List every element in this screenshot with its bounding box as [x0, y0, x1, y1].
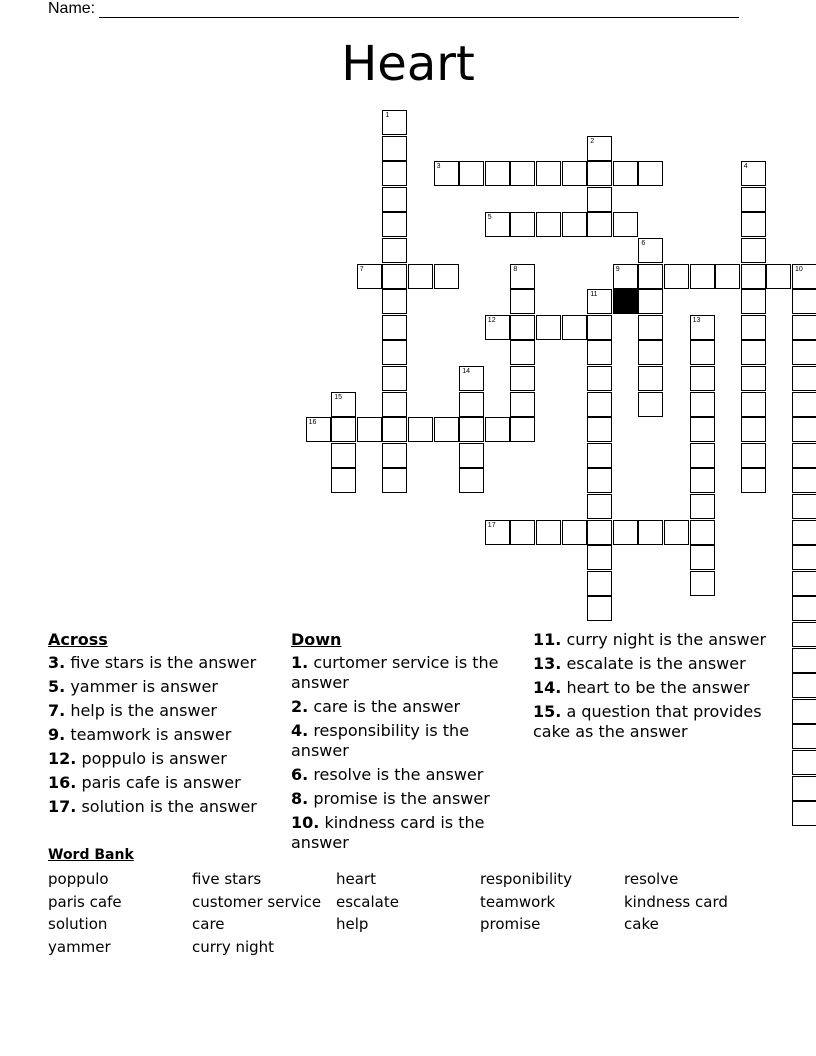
- grid-cell[interactable]: [562, 212, 587, 237]
- clue-num: 1.: [291, 653, 309, 672]
- grid-cell[interactable]: [587, 212, 612, 237]
- grid-cell[interactable]: [690, 571, 715, 596]
- word-bank-item: responibility: [480, 870, 573, 888]
- grid-cell[interactable]: [741, 212, 766, 237]
- clue-num: 16.: [48, 773, 77, 792]
- clue-number: 13: [692, 316, 701, 324]
- grid-cell[interactable]: [792, 417, 816, 442]
- clue-text: teamwork is answer: [70, 725, 232, 744]
- grid-cell[interactable]: [638, 366, 663, 391]
- grid-cell[interactable]: [638, 238, 663, 263]
- grid-cell[interactable]: [741, 468, 766, 493]
- grid-cell[interactable]: [690, 264, 715, 289]
- down-clues-continued: [533, 630, 768, 746]
- grid-cell[interactable]: [690, 366, 715, 391]
- grid-cell[interactable]: [510, 417, 535, 442]
- grid-cell[interactable]: [792, 673, 816, 698]
- clue-num: 6.: [291, 765, 309, 784]
- grid-cell[interactable]: [792, 648, 816, 673]
- grid-cell[interactable]: [331, 468, 356, 493]
- grid-cell[interactable]: [638, 315, 663, 340]
- down-clues: [291, 630, 516, 857]
- grid-cell[interactable]: [382, 212, 407, 237]
- grid-cell[interactable]: [638, 264, 663, 289]
- clue-number: 8: [513, 265, 518, 273]
- grid-cell[interactable]: [690, 315, 715, 340]
- clue-text: kindness card is the answer: [291, 813, 485, 852]
- grid-cell[interactable]: [690, 520, 715, 545]
- clue-item: [291, 697, 516, 717]
- grid-cell[interactable]: [638, 392, 663, 417]
- page-title: Heart: [341, 36, 475, 92]
- word-bank-item: five stars: [192, 870, 262, 888]
- grid-cell[interactable]: [792, 520, 816, 545]
- grid-cell[interactable]: [536, 161, 561, 186]
- clue-text: care is the answer: [313, 697, 461, 716]
- clue-num: 11.: [533, 630, 562, 649]
- grid-cell[interactable]: [638, 520, 663, 545]
- grid-cell[interactable]: [510, 289, 535, 314]
- grid-cell[interactable]: [741, 238, 766, 263]
- grid-cell[interactable]: [587, 136, 612, 161]
- grid-cell[interactable]: [792, 366, 816, 391]
- grid-cell[interactable]: [510, 161, 535, 186]
- grid-cell[interactable]: [306, 417, 331, 442]
- clue-number: 6: [641, 240, 646, 247]
- grid-cell[interactable]: [382, 110, 407, 135]
- word-bank-column: [48, 868, 122, 958]
- grid-cell[interactable]: [638, 289, 663, 314]
- grid-cell[interactable]: [664, 264, 689, 289]
- grid-cell[interactable]: [792, 596, 816, 621]
- grid-cell[interactable]: [382, 340, 407, 365]
- word-bank-item: care: [192, 915, 225, 933]
- grid-cell[interactable]: [510, 366, 535, 391]
- grid-cell[interactable]: [587, 161, 612, 186]
- grid-cell[interactable]: [741, 443, 766, 468]
- grid-cell[interactable]: [792, 801, 816, 826]
- grid-cell[interactable]: [792, 315, 816, 340]
- clue-number: 14: [462, 368, 470, 375]
- grid-cell[interactable]: [382, 187, 407, 212]
- clue-num: 12.: [48, 749, 77, 768]
- grid-cell[interactable]: [690, 494, 715, 519]
- grid-cell[interactable]: [331, 392, 356, 417]
- clue-item: [291, 813, 516, 853]
- grid-cell[interactable]: [638, 340, 663, 365]
- grid-cell[interactable]: [382, 392, 407, 417]
- grid-cell[interactable]: [382, 264, 407, 289]
- word-bank-item: promise: [480, 915, 541, 933]
- grid-cell[interactable]: [792, 699, 816, 724]
- clue-item: [291, 721, 516, 761]
- clue-text: curry night is the answer: [566, 630, 767, 649]
- word-bank-column: [192, 868, 321, 958]
- word-bank-item: heart: [336, 870, 376, 888]
- grid-cell[interactable]: [587, 468, 612, 493]
- grid-cell[interactable]: [331, 417, 356, 442]
- grid-cell[interactable]: [613, 212, 638, 237]
- word-bank-item: customer service: [192, 892, 322, 911]
- across-heading: Across: [48, 630, 108, 649]
- grid-cell[interactable]: [613, 264, 638, 289]
- clue-number: 11: [590, 291, 598, 299]
- grid-cell[interactable]: [382, 161, 407, 186]
- clue-text: help is the answer: [70, 701, 217, 720]
- word-bank-column: [624, 868, 728, 936]
- clue-num: 8.: [291, 789, 309, 808]
- grid-cell[interactable]: [382, 417, 407, 442]
- clue-num: 9.: [48, 725, 66, 744]
- grid-cell[interactable]: [408, 264, 433, 289]
- grid-cell[interactable]: [690, 443, 715, 468]
- grid-cell[interactable]: [741, 366, 766, 391]
- grid-cell[interactable]: [587, 520, 612, 545]
- clue-item: [291, 765, 516, 785]
- grid-cell[interactable]: [741, 315, 766, 340]
- clue-item: [533, 654, 768, 674]
- clue-text: yammer is answer: [70, 677, 218, 696]
- grid-cell[interactable]: [741, 187, 766, 212]
- grid-cell[interactable]: [562, 315, 587, 340]
- clue-item: [48, 677, 278, 697]
- grid-cell[interactable]: [766, 264, 791, 289]
- grid-cell[interactable]: [792, 468, 816, 493]
- grid-cell[interactable]: [587, 289, 612, 314]
- grid-cell[interactable]: [562, 161, 587, 186]
- word-bank-item: kindness card: [624, 892, 728, 911]
- grid-cell[interactable]: [382, 315, 407, 340]
- grid-cell[interactable]: [434, 417, 459, 442]
- clue-text: solution is the answer: [81, 797, 257, 816]
- clue-number: 15: [334, 393, 342, 401]
- grid-cell[interactable]: [510, 264, 535, 289]
- grid-cell[interactable]: [690, 545, 715, 570]
- grid-cell[interactable]: [715, 264, 740, 289]
- clue-item: [48, 797, 278, 817]
- grid-cell[interactable]: [690, 392, 715, 417]
- clue-item: [533, 702, 768, 742]
- clue-number: 12: [487, 316, 496, 324]
- grid-cell[interactable]: [587, 596, 612, 621]
- clue-text: paris cafe is answer: [81, 773, 241, 792]
- clue-num: 15.: [533, 702, 562, 721]
- grid-cell[interactable]: [587, 366, 612, 391]
- name-label: Name:: [48, 0, 96, 17]
- grid-cell[interactable]: [485, 212, 510, 237]
- grid-cell[interactable]: [613, 161, 638, 186]
- clue-item: [48, 749, 278, 769]
- grid-cell[interactable]: [536, 212, 561, 237]
- grid-cell[interactable]: [408, 417, 433, 442]
- grid-cell[interactable]: [382, 468, 407, 493]
- grid-cell[interactable]: [510, 520, 535, 545]
- clue-num: 7.: [48, 701, 66, 720]
- word-bank-item: curry night: [192, 937, 275, 956]
- clue-number: 9: [615, 265, 620, 273]
- grid-cell[interactable]: [587, 494, 612, 519]
- grid-cell[interactable]: [510, 340, 535, 365]
- clue-text: promise is the answer: [313, 789, 490, 808]
- grid-cell[interactable]: [459, 443, 484, 468]
- grid-cell[interactable]: [562, 520, 587, 545]
- word-bank-title: Word Bank: [48, 847, 134, 863]
- down-heading: Down: [291, 630, 342, 649]
- clue-num: 14.: [533, 678, 562, 697]
- grid-cell[interactable]: [690, 417, 715, 442]
- grid-cell[interactable]: [510, 315, 535, 340]
- grid-cell[interactable]: [510, 212, 535, 237]
- clue-text: heart to be the answer: [566, 678, 750, 697]
- grid-cell[interactable]: [382, 238, 407, 263]
- grid-cell[interactable]: [382, 289, 407, 314]
- grid-cell[interactable]: [741, 161, 766, 186]
- clue-num: 5.: [48, 677, 66, 696]
- grid-cell[interactable]: [792, 571, 816, 596]
- grid-cell[interactable]: [613, 520, 638, 545]
- clue-item: [291, 653, 516, 693]
- clue-text: a question that provides cake as the answer: [533, 702, 762, 741]
- grid-cell[interactable]: [792, 750, 816, 775]
- word-bank-column: [480, 868, 572, 936]
- clue-number: 3: [436, 163, 441, 171]
- grid-cell[interactable]: [357, 264, 382, 289]
- black-cell: [613, 289, 638, 314]
- clue-item: [48, 773, 278, 793]
- clue-number: 1: [385, 112, 390, 119]
- word-bank-item: help: [336, 915, 369, 933]
- clue-text: responsibility is the answer: [291, 721, 470, 760]
- grid-cell[interactable]: [587, 571, 612, 596]
- grid-cell[interactable]: [485, 417, 510, 442]
- clue-num: 13.: [533, 654, 562, 673]
- clue-num: 17.: [48, 797, 77, 816]
- clue-number: 10: [795, 265, 803, 273]
- grid-cell[interactable]: [741, 417, 766, 442]
- clue-item: [533, 630, 768, 650]
- grid-cell[interactable]: [382, 366, 407, 391]
- clue-number: 16: [308, 419, 317, 427]
- word-bank-item: escalate: [336, 892, 399, 911]
- grid-cell[interactable]: [741, 289, 766, 314]
- grid-cell[interactable]: [434, 161, 459, 186]
- grid-cell[interactable]: [331, 443, 356, 468]
- clue-number: 17: [487, 521, 496, 529]
- clue-text: five stars is the answer: [70, 653, 257, 672]
- clue-num: 10.: [291, 813, 320, 832]
- grid-cell[interactable]: [536, 315, 561, 340]
- clue-text: escalate is the answer: [566, 654, 746, 673]
- grid-cell[interactable]: [434, 264, 459, 289]
- grid-cell[interactable]: [485, 315, 510, 340]
- word-bank-item: cake: [624, 915, 659, 933]
- grid-cell[interactable]: [792, 724, 816, 749]
- grid-cell[interactable]: [485, 161, 510, 186]
- grid-cell[interactable]: [741, 264, 766, 289]
- grid-cell[interactable]: [792, 264, 816, 289]
- clue-number: 2: [590, 137, 595, 145]
- clue-number: 4: [743, 163, 748, 171]
- clue-text: curtomer service is the answer: [291, 653, 499, 692]
- grid-cell[interactable]: [587, 340, 612, 365]
- grid-cell[interactable]: [485, 520, 510, 545]
- word-bank-item: paris cafe: [48, 892, 122, 911]
- grid-cell[interactable]: [792, 545, 816, 570]
- grid-cell[interactable]: [459, 468, 484, 493]
- clue-item: [48, 653, 278, 673]
- grid-cell[interactable]: [792, 443, 816, 468]
- clue-item: [48, 701, 278, 721]
- grid-cell[interactable]: [587, 545, 612, 570]
- grid-cell[interactable]: [638, 161, 663, 186]
- grid-cell[interactable]: [587, 417, 612, 442]
- word-bank-item: resolve: [624, 870, 679, 888]
- grid-cell[interactable]: [690, 468, 715, 493]
- grid-cell[interactable]: [792, 776, 816, 801]
- grid-cell[interactable]: [459, 392, 484, 417]
- grid-cell[interactable]: [664, 520, 689, 545]
- across-clues: [48, 630, 278, 821]
- grid-cell[interactable]: [792, 289, 816, 314]
- clue-item: [48, 725, 278, 745]
- grid-cell[interactable]: [382, 443, 407, 468]
- word-bank-item: teamwork: [480, 892, 556, 911]
- clue-num: 2.: [291, 697, 309, 716]
- grid-cell[interactable]: [792, 340, 816, 365]
- grid-cell[interactable]: [510, 392, 535, 417]
- grid-cell[interactable]: [587, 443, 612, 468]
- word-bank-column: [336, 868, 399, 936]
- grid-cell[interactable]: [536, 520, 561, 545]
- grid-cell[interactable]: [459, 161, 484, 186]
- grid-cell[interactable]: [459, 366, 484, 391]
- clue-num: 4.: [291, 721, 309, 740]
- clue-number: 7: [359, 265, 364, 273]
- grid-cell[interactable]: [587, 392, 612, 417]
- clue-number: 5: [487, 214, 492, 222]
- grid-cell[interactable]: [357, 417, 382, 442]
- clue-item: [533, 678, 768, 698]
- clue-item: [291, 789, 516, 809]
- grid-cell[interactable]: [792, 494, 816, 519]
- grid-cell[interactable]: [587, 315, 612, 340]
- grid-cell[interactable]: [587, 187, 612, 212]
- grid-cell[interactable]: [792, 392, 816, 417]
- clue-text: poppulo is answer: [81, 749, 227, 768]
- word-bank-item: yammer: [48, 937, 111, 956]
- word-bank-item: solution: [48, 915, 108, 933]
- grid-cell[interactable]: [459, 417, 484, 442]
- word-bank-item: poppulo: [48, 870, 109, 888]
- grid-cell[interactable]: [792, 622, 816, 647]
- grid-cell[interactable]: [382, 136, 407, 161]
- grid-cell[interactable]: [690, 340, 715, 365]
- grid-cell[interactable]: [741, 392, 766, 417]
- grid-cell[interactable]: [741, 340, 766, 365]
- clue-num: 3.: [48, 653, 66, 672]
- clue-text: resolve is the answer: [313, 765, 484, 784]
